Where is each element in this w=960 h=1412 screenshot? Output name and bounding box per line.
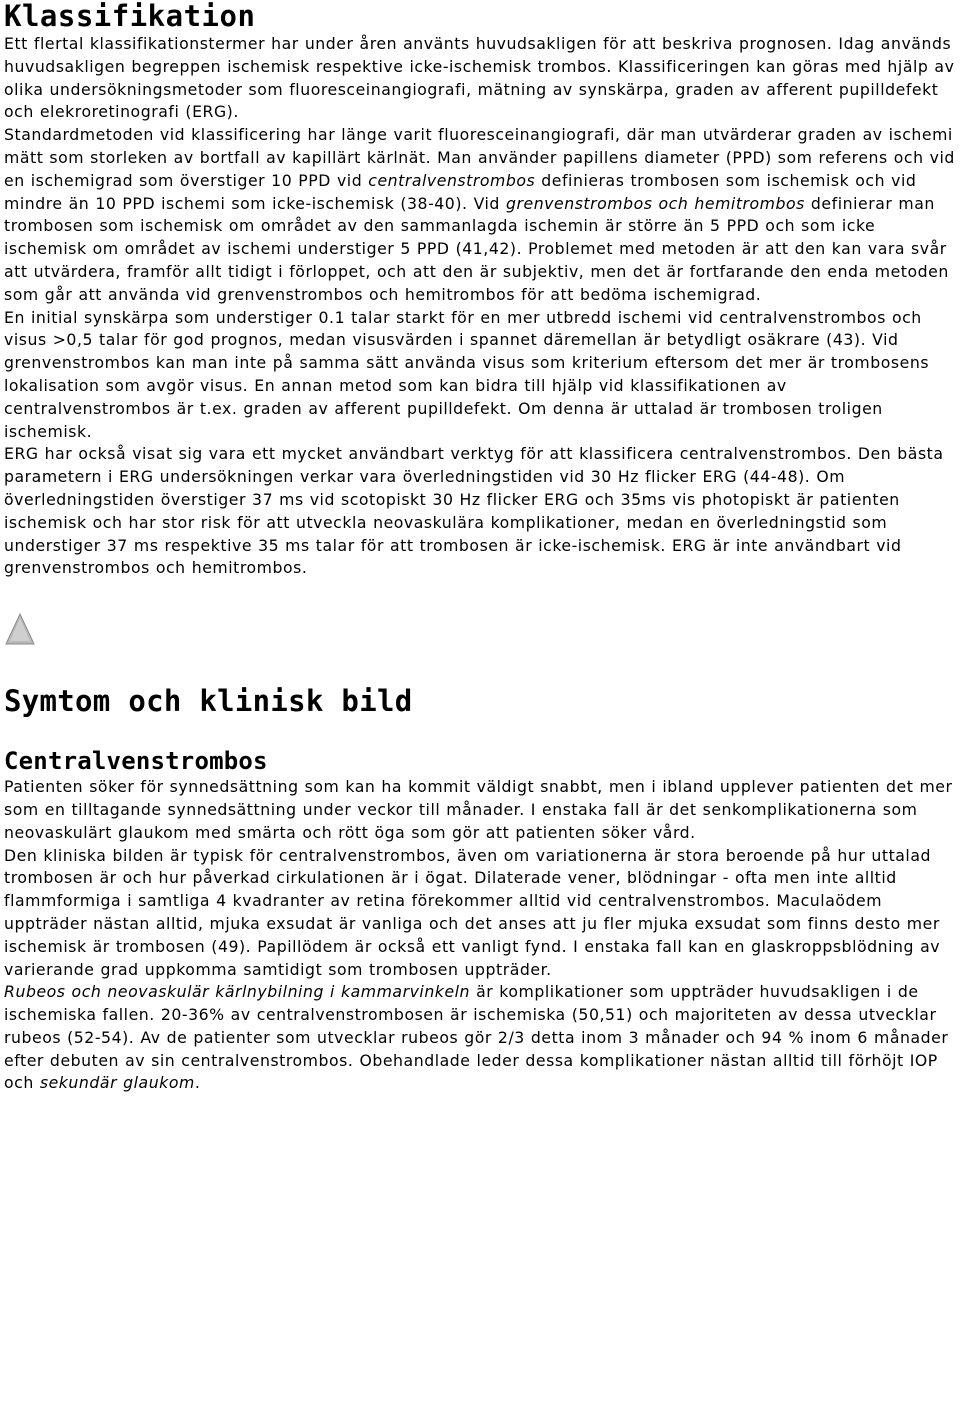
back-to-top-link[interactable] [4, 612, 44, 646]
italic-term: Rubeos och neovaskulär kärlnybilning i kammarvinkeln [4, 982, 471, 1002]
page-title: Klassifikation [4, 0, 256, 33]
text-span: Standardmetoden vid klassificering har länge varit fluoresceinangiografi, där man utvärderar graden av ischemi mätt som storleken av bortfall av kapillärt kärlnät. Man använder papillens diameter (PPD) som referens och vid en ischemigrad som överstiger 10 PPD vid [4, 125, 955, 190]
text-span: är komplikationer som uppträder huvudsakligen i de ischemiska fallen. 20-36% av centralvenstrombosen är ischemiska (50,51) och majoriteten av dessa utvecklar rubeos (52-54). Av de patienter som utvecklar rubeos gör 2/3 detta inom 3 månader och 94 % inom 6 månader efter debuten av sin centralvenstrombos. Obehandlade leder dessa komplikationer nästan alltid till förhöjt IOP och [4, 982, 949, 1093]
paragraph-standard-method [4, 124, 956, 306]
italic-term: centralvenstrombos [368, 170, 536, 190]
arrow-up-triangle-icon [4, 612, 36, 646]
paragraph-visual-acuity: En initial synskärpa som understiger 0.1 talar starkt för en mer utbredd ischemi vid centralvenstrombos och visus >0,5 talar för god prognos, medan visusvärden i spannet däremellan är betydligt osäkrare (43). Vid grenvenstrombos kan man inte på samma sätt använda visus som kriterium eftersom det mer är trombosens lokalisation som avgör visus. En annan metod som kan bidra till hjälp vid klassifikationen av centralvenstrombos är t.ex. graden av afferent pupilldefekt. Om denna är uttalad är trombosen troligen ischemisk. [4, 307, 930, 441]
paragraph-erg: ERG har också visat sig vara ett mycket användbart verktyg för att klassificera centralvenstrombos. Den bästa parametern i ERG undersökningen verkar vara överledningstiden vid 30 Hz flicker ERG (44-48). Om överledningstiden överstiger 37 ms vid scotopiskt 30 Hz flicker ERG och 35ms vis photopiskt är patienten ischemisk och har stor risk för att utveckla neovaskulära komplikationer, medan en överledningstid som understiger 37 ms respektive 35 ms talar för att trombosen är icke-ischemisk. ERG är inte användbart vid grenvenstrombos och hemitrombos. [4, 444, 944, 578]
italic-term: sekundär glaukom [39, 1073, 195, 1093]
paragraph-symptoms: Patienten söker för synnedsättning som kan ha kommit väldigt snabbt, men i ibland upplever patienten det mer som en tilltagande synnedsättning under veckor till månader. I enstaka fall är det senkomplikationerna som neovaskulärt glaukom med smärta och rött öga som gör att patienten söker vård. [4, 777, 953, 842]
text-span: . [194, 1073, 201, 1093]
text-span: definieras trombosen som ischemisk och vid mindre än 10 PPD ischemi som icke-ischemisk (38-40). Vid [4, 170, 917, 213]
paragraph-clinical-picture: Den kliniska bilden är typisk för centralvenstrombos, även om variationerna är stora beroende på hur uttalad trombosen är och hur påverkad cirkulationen är i ögat. Dilaterade vener, blödningar - ofta men inte alltid flammformiga i samtliga 4 kvadranter av retina förekommer alltid vid centralvenstrombos. Maculaödem uppträder nästan alltid, mjuka exsudat är vanliga och det anses att ju fler mjuka exsudat som finns desto mer ischemisk är trombosen (49). Papillödem är också ett vanligt fynd. I enstaka fall kan en glaskroppsblödning av varierande grad uppkomma samtidigt som trombosen uppträder. [4, 845, 941, 979]
text-span: definierar man trombosen som ischemisk om området av den sammanlagda ischemin är större än 5 PPD och som icke ischemisk om området av ischemi understiger 5 PPD (41,42). Problemet med metoden är att den kan vara svår att utvärdera, framför allt tidigt i förloppet, och att den är subjektiv, men det är fortfarande den enda metoden som går att använda vid grenvenstrombos och hemitrombos för att bedöma ischemigrad. [4, 193, 949, 304]
section-title: Symtom och klinisk bild [4, 684, 413, 719]
subsection-title: Centralvenstrombos [4, 747, 268, 776]
paragraph-intro: Ett flertal klassifikationstermer har under åren använts huvudsakligen för att beskriva prognosen. Idag används huvudsakligen begreppen ischemisk respektive icke-ischemisk trombos. Klassificeringen kan göras med hjälp av olika undersökningsmetoder som fluoresceinangiografi, mätning av synskärpa, graden av afferent pupilldefekt och elekroretinografi (ERG). [4, 34, 955, 122]
italic-term: grenvenstrombos och hemitrombos [505, 193, 805, 213]
paragraph-complications [4, 981, 956, 1095]
